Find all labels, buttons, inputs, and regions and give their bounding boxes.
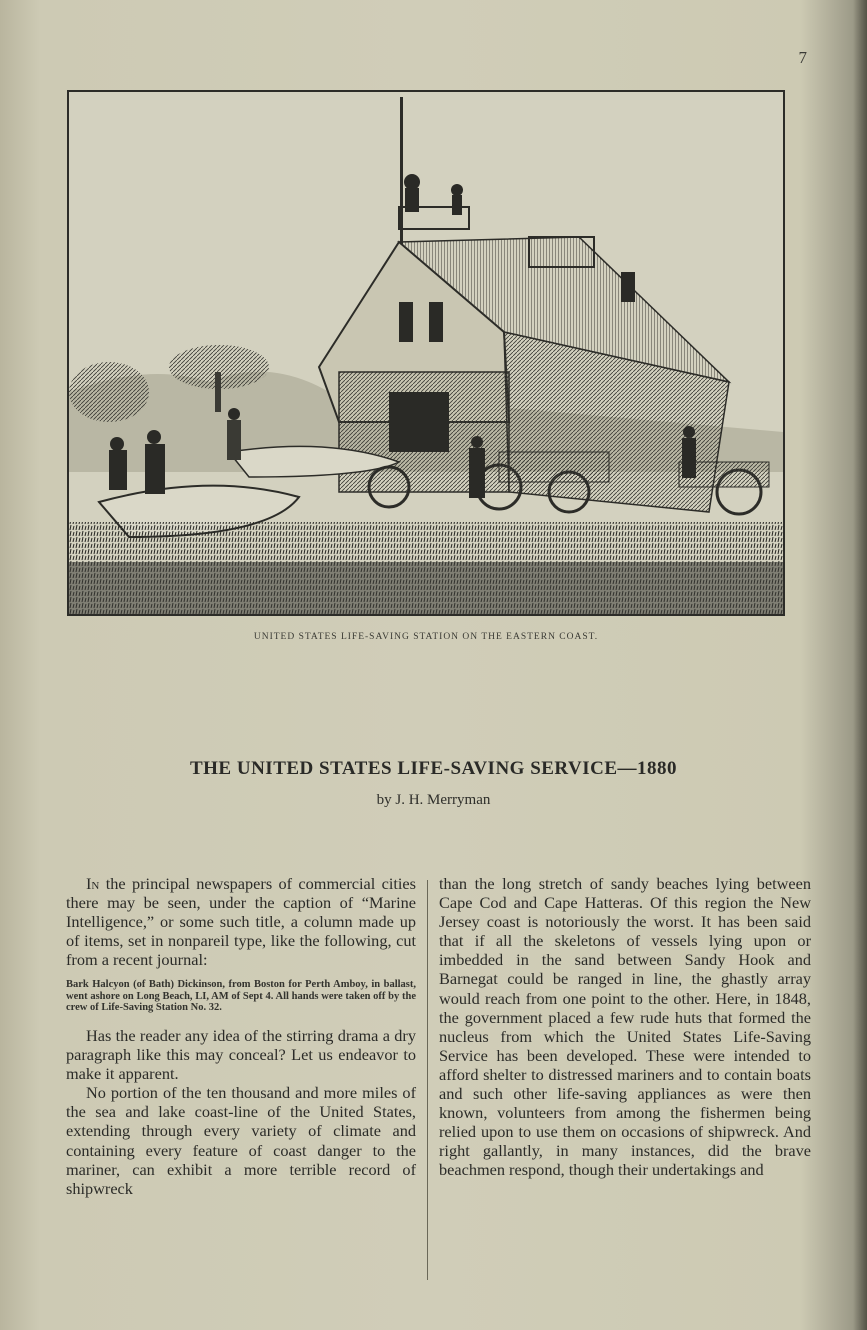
right-column (439, 874, 811, 1180)
marine-intelligence-quote: Bark Halcyon (of Bath) Dickinson, from Boston for Perth Amboy, in ballast, went ashore on Long Beach, LI, AM of Sept 4. All hands were taken off by the crew of Life-Saving Station No. 32. (66, 979, 416, 1014)
article-byline: by J. H. Merryman (376, 792, 491, 808)
paragraph-reader: Has the reader any idea of the stirring drama a dry paragraph like this may conceal? Let us endeavor to make it apparent. (66, 1025, 416, 1084)
paragraph-intro (66, 874, 416, 969)
life-saving-station-engraving (69, 92, 783, 614)
illustration-caption: UNITED STATES LIFE-SAVING STATION ON THE EASTERN COAST. (253, 632, 599, 642)
paragraph-coastline: No portion of the ten thousand and more miles of the sea and lake coast-line of the United States, extending through every variety of climate and containing every feature of coast danger to the mariner, can exhibit a more terrible record of shipwreck (66, 1083, 416, 1198)
left-column (66, 874, 416, 1198)
article-title: THE UNITED STATES LIFE-SAVING SERVICE—1880 (189, 758, 677, 779)
engraving-illustration (67, 90, 785, 616)
lead-word: In (86, 874, 100, 893)
page-edge-shadow (853, 0, 867, 1330)
paragraph-intro-text: the principal newspapers of commercial cities there may be seen, under the caption of “Marine Intelligence,” or some such title, a column made up of items, set in nonpareil type, like the following, cut from a recent journal: (66, 874, 416, 970)
paragraph-continued: than the long stretch of sandy beaches lying between Cape Cod and Cape Hatteras. Of this region the New Jersey coast is notoriously the worst. It has been said that if all the skeletons of vessels lying upon or imbedded in the sand between Sandy Hook and Barnegat could be ranged in line, the ghastly array would reach from one point to the other. Here, in 1848, the government placed a few rude huts that formed the nucleus from which the United States Life-Saving Service has been developed. These were intended to afford shelter to distressed mariners and to contain boats and such other life-saving appliances as were then known, volunteers from among the fishermen being relied upon to use them on occasions of shipwreck. And right gallantly, in many instances, did the brave beachmen respond, though their undertakings and (439, 874, 811, 1180)
page-number: 7 (798, 48, 807, 67)
column-divider (427, 880, 428, 1280)
